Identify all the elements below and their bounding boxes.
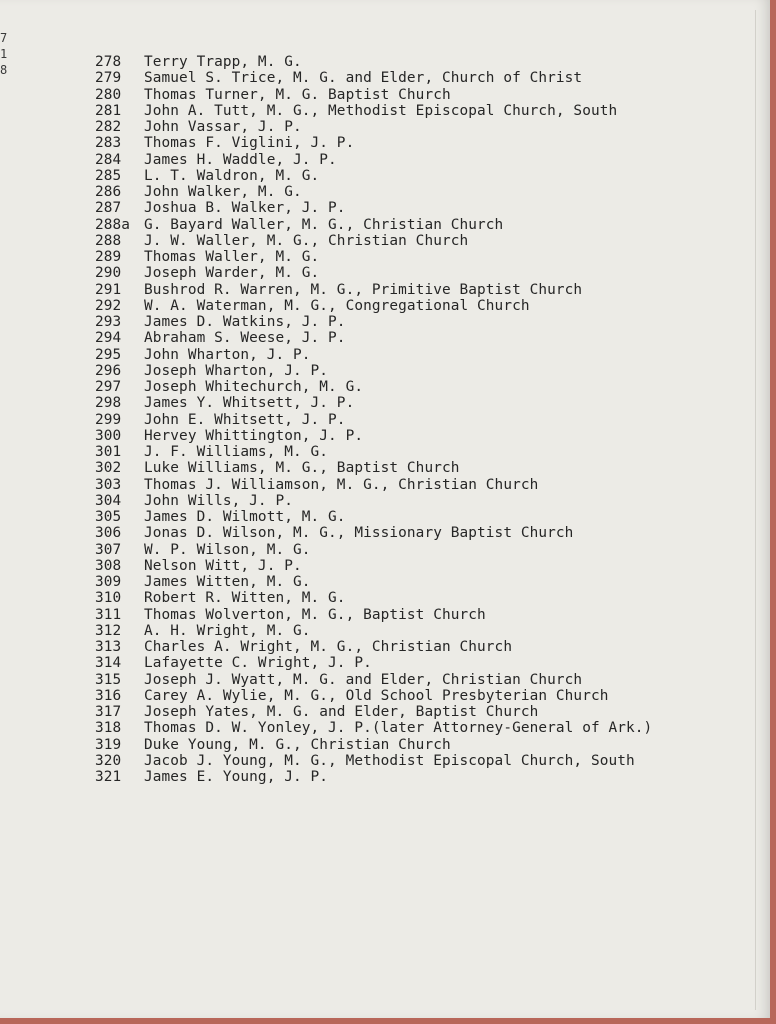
entry-text: J. F. Williams, M. G. (144, 444, 329, 460)
list-item (95, 70, 652, 86)
list-item (95, 655, 652, 671)
list-item (95, 704, 652, 720)
entry-text: Thomas Turner, M. G. Baptist Church (144, 86, 451, 103)
entry-number: 305 (95, 509, 122, 525)
entry-number: 287 (95, 200, 122, 217)
entry-text: James H. Waddle, J. P. (144, 151, 337, 168)
entry-text: Luke Williams, M. G., Baptist Church (144, 460, 460, 477)
list-item (95, 720, 652, 736)
entry-text: Hervey Whittington, J. P. (144, 427, 364, 444)
entry-number: 281 (95, 102, 122, 119)
list-item (95, 184, 652, 200)
entry-text: Joseph Whitechurch, M. G. (144, 379, 364, 395)
entry-number: 285 (95, 167, 122, 184)
entry-number: 311 (95, 606, 122, 623)
entry-text: Robert R. Witten, M. G. (144, 590, 346, 607)
entry-text: John Wharton, J. P. (144, 346, 311, 363)
entry-text: Terry Trapp, M. G. (144, 54, 302, 70)
list-item (95, 428, 652, 444)
entry-text: Abraham S. Weese, J. P. (144, 330, 346, 347)
entry-number: 296 (95, 362, 122, 379)
entry-text: W. P. Wilson, M. G. (144, 541, 311, 558)
entry-number: 321 (95, 769, 122, 785)
list-item (95, 672, 652, 688)
list-item (95, 135, 652, 151)
entry-text: Jonas D. Wilson, M. G., Missionary Baptist Church (144, 525, 574, 542)
entry-text: Joseph Wharton, J. P. (144, 362, 329, 379)
entry-number: 298 (95, 395, 122, 412)
list-item (95, 607, 652, 623)
entry-number: 308 (95, 557, 122, 574)
entry-number: 291 (95, 281, 122, 298)
entry-number: 319 (95, 736, 122, 753)
list-item (95, 379, 652, 395)
entry-number: 297 (95, 379, 122, 395)
list-item (95, 314, 652, 330)
entry-text: A. H. Wright, M. G. (144, 622, 311, 639)
entry-number: 294 (95, 330, 122, 347)
margin-marks (0, 30, 7, 78)
entry-text: Joshua B. Walker, J. P. (144, 200, 346, 217)
entry-number: 289 (95, 249, 122, 265)
list-item (95, 363, 652, 379)
margin-mark: 8 (0, 63, 8, 77)
list-item (95, 395, 652, 411)
entry-number: 283 (95, 135, 122, 152)
list-item (95, 103, 652, 119)
entry-text: James D. Watkins, J. P. (144, 314, 346, 330)
list-item (95, 87, 652, 103)
entry-number: 314 (95, 655, 122, 672)
entry-number: 303 (95, 476, 122, 493)
entry-text: James Y. Whitsett, J. P. (144, 395, 355, 412)
entry-number: 282 (95, 119, 122, 135)
page-edge-divider (755, 10, 756, 1010)
entry-text: Joseph J. Wyatt, M. G. and Elder, Christian Church (144, 671, 583, 688)
entry-text: Joseph Yates, M. G. and Elder, Baptist Church (144, 704, 539, 720)
list-item (95, 444, 652, 460)
entry-list (95, 54, 652, 785)
entry-text: Samuel S. Trice, M. G. and Elder, Church of Christ (144, 70, 583, 87)
entry-text: Thomas D. W. Yonley, J. P.(later Attorney-General of Ark.) (144, 720, 653, 737)
list-item (95, 590, 652, 606)
list-item (95, 542, 652, 558)
entry-text: Jacob J. Young, M. G., Methodist Episcopal Church, South (144, 752, 635, 769)
list-item (95, 769, 652, 785)
entry-number: 306 (95, 525, 122, 542)
list-item (95, 54, 652, 70)
entry-number: 301 (95, 444, 122, 460)
entry-text: James Witten, M. G. (144, 574, 311, 590)
entry-number: 286 (95, 184, 122, 200)
list-item (95, 493, 652, 509)
list-item (95, 737, 652, 753)
list-item (95, 477, 652, 493)
entry-number: 304 (95, 492, 122, 509)
entry-number: 315 (95, 671, 122, 688)
entry-number: 310 (95, 590, 122, 607)
list-item (95, 347, 652, 363)
entry-number: 279 (95, 70, 122, 87)
list-item (95, 265, 652, 281)
entry-number: 295 (95, 346, 122, 363)
entry-number: 284 (95, 151, 122, 168)
entry-number: 293 (95, 314, 122, 330)
entry-number: 318 (95, 720, 122, 737)
entry-text: John E. Whitsett, J. P. (144, 411, 346, 428)
list-item (95, 639, 652, 655)
entry-number: 278 (95, 54, 122, 70)
list-item (95, 688, 652, 704)
list-item (95, 460, 652, 476)
entry-text: L. T. Waldron, M. G. (144, 167, 320, 184)
list-item (95, 574, 652, 590)
list-item (95, 558, 652, 574)
entry-text: John Vassar, J. P. (144, 119, 302, 135)
entry-text: Lafayette C. Wright, J. P. (144, 655, 372, 672)
entry-number: 288a (95, 216, 131, 233)
list-item (95, 623, 652, 639)
entry-number: 280 (95, 86, 122, 103)
list-item (95, 200, 652, 216)
list-item (95, 525, 652, 541)
margin-mark: 1 (0, 47, 8, 61)
entry-text: John A. Tutt, M. G., Methodist Episcopal Church, South (144, 102, 618, 119)
entry-number: 299 (95, 411, 122, 428)
entry-number: 292 (95, 297, 122, 314)
list-item (95, 233, 652, 249)
entry-text: Thomas J. Williamson, M. G., Christian Church (144, 476, 539, 493)
entry-number: 317 (95, 704, 122, 720)
entry-text: John Wills, J. P. (144, 492, 293, 509)
list-item (95, 168, 652, 184)
list-item (95, 298, 652, 314)
list-item (95, 753, 652, 769)
entry-number: 307 (95, 541, 122, 558)
list-item (95, 412, 652, 428)
entry-number: 320 (95, 752, 122, 769)
entry-text: Charles A. Wright, M. G., Christian Church (144, 639, 513, 655)
entry-text: Carey A. Wylie, M. G., Old School Presbyterian Church (144, 687, 609, 704)
entry-text: Thomas F. Viglini, J. P. (144, 135, 355, 152)
entry-number: 302 (95, 460, 122, 477)
entry-text: Bushrod R. Warren, M. G., Primitive Baptist Church (144, 281, 583, 298)
list-item (95, 249, 652, 265)
entry-number: 316 (95, 687, 122, 704)
entry-text: Nelson Witt, J. P. (144, 557, 302, 574)
entry-text: Thomas Waller, M. G. (144, 249, 320, 265)
entry-text: J. W. Waller, M. G., Christian Church (144, 232, 469, 249)
entry-number: 288 (95, 232, 122, 249)
entry-text: Duke Young, M. G., Christian Church (144, 736, 451, 753)
entry-text: Thomas Wolverton, M. G., Baptist Church (144, 606, 486, 623)
entry-number: 290 (95, 265, 122, 282)
entry-text: James D. Wilmott, M. G. (144, 509, 346, 525)
list-item (95, 217, 652, 233)
list-item (95, 152, 652, 168)
list-item (95, 330, 652, 346)
margin-mark: 7 (0, 31, 8, 45)
list-item (95, 282, 652, 298)
entry-number: 309 (95, 574, 122, 590)
list-item (95, 119, 652, 135)
list-item (95, 509, 652, 525)
entry-text: Joseph Warder, M. G. (144, 265, 320, 282)
entry-text: John Walker, M. G. (144, 184, 302, 200)
entry-text: G. Bayard Waller, M. G., Christian Church (144, 216, 504, 233)
entry-number: 300 (95, 427, 122, 444)
entry-text: James E. Young, J. P. (144, 769, 329, 785)
entry-number: 313 (95, 639, 122, 655)
entry-number: 312 (95, 622, 122, 639)
entry-text: W. A. Waterman, M. G., Congregational Church (144, 297, 530, 314)
